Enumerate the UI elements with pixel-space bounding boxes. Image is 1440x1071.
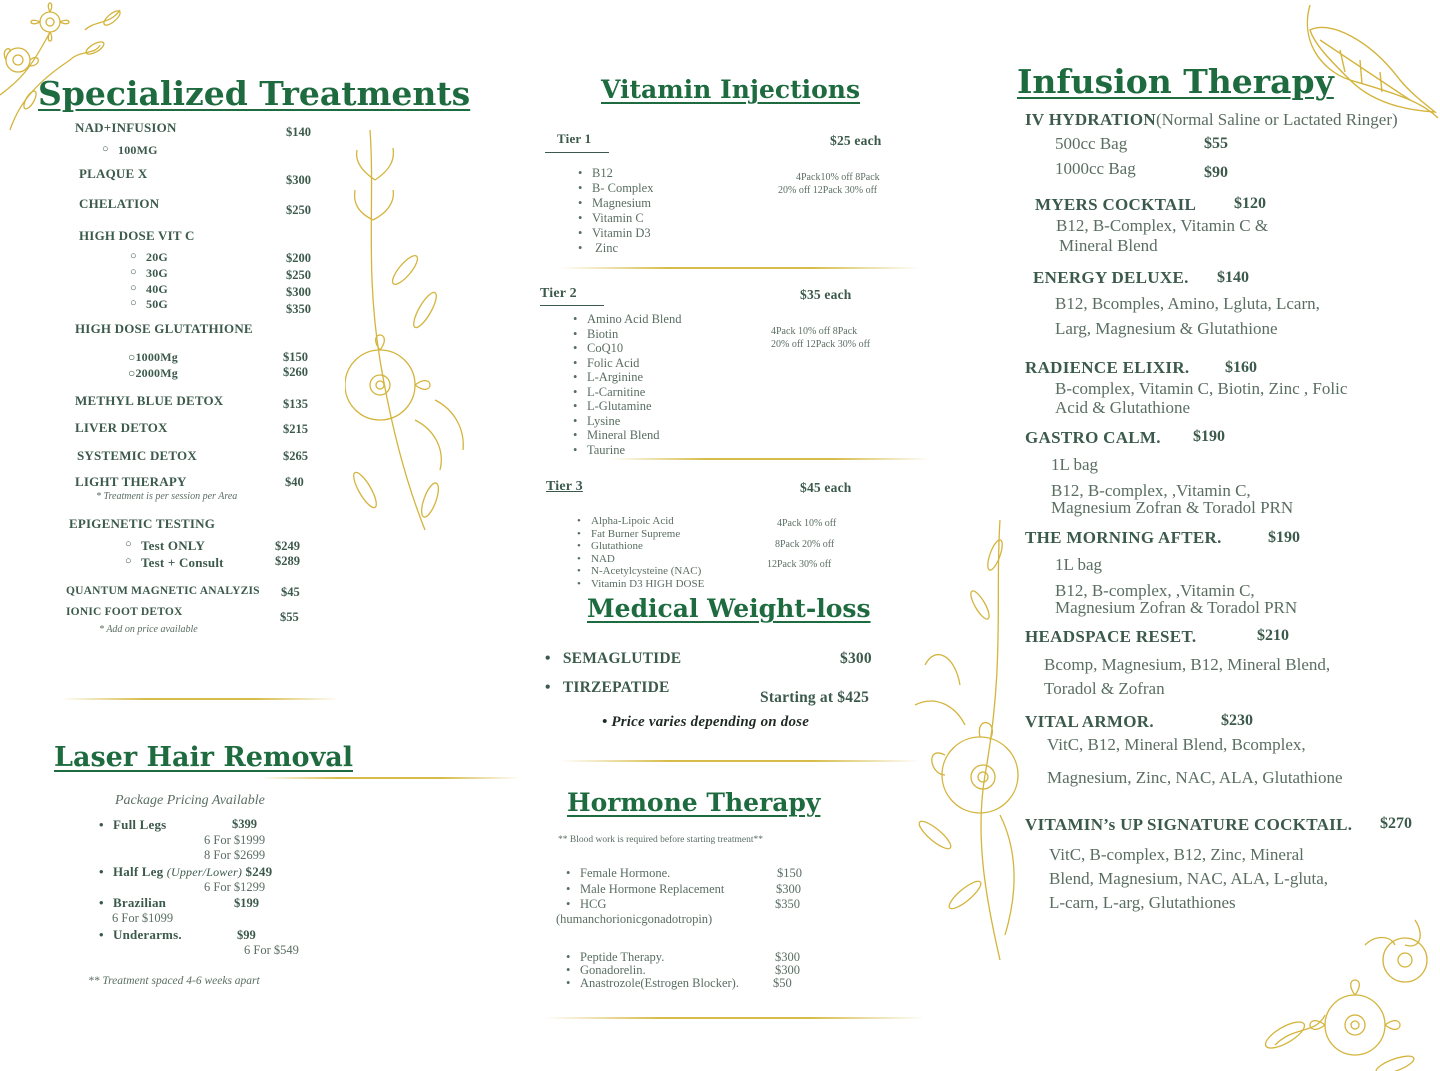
divider-mid-3 xyxy=(560,760,920,762)
hormone-item-male: • Male Hormone Replacement xyxy=(580,882,724,897)
hormone-item-peptide: • Peptide Therapy. xyxy=(580,950,664,965)
laser-title: Laser Hair Removal xyxy=(54,742,354,773)
tier1-pack2: 20% off 12Pack 30% off xyxy=(778,185,878,196)
gastro-line2: Magnesium Zofran & Toradol PRN xyxy=(1051,498,1294,517)
vitc-20g: ○ 20G xyxy=(146,250,168,265)
laser-half-leg-label: Half Leg xyxy=(113,864,164,879)
divider-mid-4 xyxy=(545,1017,925,1019)
tier3-item: • Alpha-Lipoic Acid xyxy=(591,515,704,528)
hormone-item-peptide-price: $300 xyxy=(775,950,800,964)
systemic-label: SYSTEMIC DETOX xyxy=(77,448,197,463)
divider-left-2 xyxy=(260,777,520,779)
iv-bag2-price: $90 xyxy=(1204,164,1228,181)
hormone-item-anastrozole: • Anastrozole(Estrogen Blocker). xyxy=(580,976,739,991)
tier3-item: • Vitamin D3 HIGH DOSE xyxy=(591,578,704,591)
vitamin-title: Vitamin Injections xyxy=(601,75,861,104)
morning-line2: Magnesium Zofran & Toradol PRN xyxy=(1055,598,1298,617)
hormone-item-male-price: $300 xyxy=(776,882,801,896)
light-label: LIGHT THERAPY xyxy=(75,474,187,489)
laser-full-legs-price: $399 xyxy=(232,817,257,831)
vital-price: $230 xyxy=(1221,712,1253,729)
tier1-item: • Zinc xyxy=(592,241,653,256)
ionic-label: IONIC FOOT DETOX xyxy=(66,606,183,618)
signature-price: $270 xyxy=(1380,815,1412,832)
hormone-item-gonadorelin: • Gonadorelin. xyxy=(580,963,646,978)
weight-sema: • SEMAGLUTIDE xyxy=(545,650,682,667)
vitc-label: HIGH DOSE VIT C xyxy=(79,228,195,243)
ionic-price: $55 xyxy=(280,610,299,624)
morning-label: THE MORNING AFTER. xyxy=(1025,528,1222,547)
epi-test-consult-price: $289 xyxy=(275,554,300,568)
systemic-price: $265 xyxy=(283,449,308,463)
signature-label: VITAMIN’s UP SIGNATURE COCKTAIL. xyxy=(1025,815,1353,834)
tier1-underline xyxy=(545,152,609,153)
tier3-item: • Fat Burner Supreme xyxy=(591,528,704,541)
tier1-item: • Vitamin C xyxy=(592,211,653,226)
tier1-label: Tier 1 xyxy=(557,131,592,146)
divider-left-1 xyxy=(60,698,340,700)
signature-line3: L-carn, L-arg, Glutathiones xyxy=(1049,893,1236,912)
iv-label: IV HYDRATION xyxy=(1025,110,1156,129)
vital-line2: Magnesium, Zinc, NAC, ALA, Glutathione xyxy=(1047,768,1343,787)
hormone-note: ** Blood work is required before starting treatment** xyxy=(558,835,763,845)
weight-tirz: • TIRZEPATIDE xyxy=(545,679,670,696)
tier2-item: • L-Arginine xyxy=(587,370,681,385)
specialized-title: Specialized Treatments xyxy=(38,74,471,113)
glut-1000-dose: 1000Mg xyxy=(135,350,178,364)
tier1-pack1: 4Pack10% off 8Pack xyxy=(796,172,880,183)
tier2-item: • L-Carnitine xyxy=(587,385,681,400)
plaque-label: PLAQUE X xyxy=(79,166,148,181)
weight-tirz-price: Starting at $425 xyxy=(760,689,870,706)
gastro-label: GASTRO CALM. xyxy=(1025,428,1161,447)
chelation-label: CHELATION xyxy=(79,196,160,211)
laser-brazilian: • Brazilian xyxy=(113,895,166,911)
tier1-item: • Vitamin D3 xyxy=(592,226,653,241)
laser-note: ** Treatment spaced 4-6 weeks apart xyxy=(88,975,260,987)
gastro-price: $190 xyxy=(1193,428,1225,445)
tier1-list xyxy=(592,166,653,256)
vitc-40g: ○ 40G xyxy=(146,282,168,297)
iv-bag1: 500cc Bag xyxy=(1055,134,1128,153)
signature-line2: Blend, Magnesium, NAC, ALA, L-gluta, xyxy=(1049,869,1329,888)
quantum-price: $45 xyxy=(281,585,300,599)
morning-line1: B12, B-complex, ,Vitamin C, xyxy=(1055,581,1255,600)
headspace-line1: Bcomp, Magnesium, B12, Mineral Blend, xyxy=(1044,655,1331,674)
headspace-line2: Toradol & Zofran xyxy=(1044,679,1165,698)
morning-bag: 1L bag xyxy=(1055,555,1103,574)
tier2-item: • Lysine xyxy=(587,414,681,429)
nad-label: NAD+INFUSION xyxy=(75,120,177,135)
tier3-pack1: 4Pack 10% off xyxy=(777,518,837,529)
glut-2000-dose: 2000Mg xyxy=(135,366,178,380)
light-note: * Treatment is per session per Area xyxy=(96,491,238,502)
glut-2000: ○2000Mg xyxy=(128,366,178,380)
glut-2000-price: $260 xyxy=(283,365,308,379)
hormone-title: Hormone Therapy xyxy=(567,788,821,817)
tier3-pack2: 8Pack 20% off xyxy=(775,539,835,550)
hormone-hcg-full: (humanchorionicgonadotropin) xyxy=(556,912,713,926)
weight-sema-price: $300 xyxy=(840,650,872,667)
laser-full-legs-pk2: 8 For $2699 xyxy=(204,848,266,862)
vitc-20g-price: $200 xyxy=(286,251,311,265)
myers-price: $120 xyxy=(1234,195,1266,212)
floral-corner-bottom-right-icon xyxy=(1245,915,1440,1071)
weight-sema-label: SEMAGLUTIDE xyxy=(562,650,682,667)
glut-label: HIGH DOSE GLUTATHIONE xyxy=(75,321,253,336)
ionic-note: * Add on price available xyxy=(99,624,198,635)
methyl-label: METHYL BLUE DETOX xyxy=(75,393,224,408)
nad-sub: ○ 100MG xyxy=(118,143,158,158)
vitc-40g-price: $300 xyxy=(286,285,311,299)
gastro-line1: B12, B-complex, ,Vitamin C, xyxy=(1051,481,1251,500)
tier3-item: • NAD xyxy=(591,553,704,566)
laser-full-legs: • Full Legs xyxy=(113,817,166,833)
myers-line2: Mineral Blend xyxy=(1059,236,1158,255)
hormone-item-gonadorelin-price: $300 xyxy=(775,963,800,977)
tier2-underline xyxy=(540,305,604,306)
tier2-item: • Amino Acid Blend xyxy=(587,312,681,327)
myers-line1: B12, B-Complex, Vitamin C & xyxy=(1056,216,1269,235)
epi-label: EPIGENETIC TESTING xyxy=(69,516,216,531)
weight-note-text: Price varies depending on dose xyxy=(611,714,810,730)
plaque-price: $300 xyxy=(286,173,311,187)
tier3-pack3: 12Pack 30% off xyxy=(767,559,832,570)
chelation-price: $250 xyxy=(286,203,311,217)
tier3-list xyxy=(591,515,704,591)
tier2-price: $35 each xyxy=(800,287,852,302)
weight-tirz-label: TIRZEPATIDE xyxy=(562,679,670,696)
iv-hydration xyxy=(1025,110,1398,130)
vitc-50g: ○ 50G xyxy=(146,297,168,312)
weight-note: • Price varies depending on dose xyxy=(602,714,810,730)
tier3-price: $45 each xyxy=(800,480,852,495)
tier2-label: Tier 2 xyxy=(540,286,577,301)
laser-half-leg-pk1: 6 For $1299 xyxy=(204,880,266,894)
gastro-bag: 1L bag xyxy=(1051,455,1099,474)
headspace-price: $210 xyxy=(1257,627,1289,644)
liver-price: $215 xyxy=(283,422,308,436)
energy-label: ENERGY DELUXE. xyxy=(1033,268,1189,287)
laser-subtitle: Package Pricing Available xyxy=(115,793,265,808)
vitc-50g-price: $350 xyxy=(286,302,311,316)
nad-price: $140 xyxy=(286,125,311,139)
tier2-pack1: 4Pack 10% off 8Pack xyxy=(771,326,858,337)
morning-price: $190 xyxy=(1268,529,1300,546)
liver-label: LIVER DETOX xyxy=(75,420,168,435)
epi-test-only: ○ Test ONLY xyxy=(141,538,205,554)
iv-bag2: 1000cc Bag xyxy=(1055,159,1136,178)
weight-title: Medical Weight-loss xyxy=(587,594,871,623)
vital-label: VITAL ARMOR. xyxy=(1025,712,1154,731)
tier2-item: • Mineral Blend xyxy=(587,428,681,443)
hormone-item-hcg: • HCG xyxy=(580,897,606,912)
radience-label: RADIENCE ELIXIR. xyxy=(1025,358,1190,377)
divider-mid-1 xyxy=(560,267,920,269)
radience-price: $160 xyxy=(1225,359,1257,376)
methyl-price: $135 xyxy=(283,397,308,411)
hormone-item-female: • Female Hormone. xyxy=(580,866,670,881)
vital-line1: VitC, B12, Mineral Blend, Bcomplex, xyxy=(1047,735,1306,754)
quantum-label: QUANTUM MAGNETIC ANALYZIS xyxy=(66,585,260,597)
tier2-list xyxy=(587,312,681,457)
tier2-item: • Biotin xyxy=(587,327,681,342)
hormone-item-anastrozole-price: $50 xyxy=(773,976,792,990)
energy-price: $140 xyxy=(1217,269,1249,286)
hormone-item-female-price: $150 xyxy=(777,866,802,880)
tier2-item: • CoQ10 xyxy=(587,341,681,356)
iv-bag1-price: $55 xyxy=(1204,135,1228,152)
laser-brazilian-price: $199 xyxy=(234,896,259,910)
light-price: $40 xyxy=(285,475,304,489)
headspace-label: HEADSPACE RESET. xyxy=(1025,627,1197,646)
epi-test-consult: ○ Test + Consult xyxy=(141,555,224,571)
laser-underarms-pk1: 6 For $549 xyxy=(244,943,299,957)
laser-underarms-price: $99 xyxy=(237,928,256,942)
laser-half-leg xyxy=(113,864,272,880)
glut-1000-price: $150 xyxy=(283,350,308,364)
floral-vine-center-left-icon xyxy=(345,120,475,540)
tier3-item: • N-Acetylcysteine (NAC) xyxy=(591,565,704,578)
tier2-item: • L-Glutamine xyxy=(587,399,681,414)
tier1-item: • B- Complex xyxy=(592,181,653,196)
signature-line1: VitC, B-complex, B12, Zinc, Mineral xyxy=(1049,845,1304,864)
infusion-title: Infusion Therapy xyxy=(1017,62,1334,101)
tier1-price: $25 each xyxy=(830,133,882,148)
tier3-item: • Glutathione xyxy=(591,540,704,553)
tier2-pack2: 20% off 12Pack 30% off xyxy=(771,339,871,350)
glut-1000: ○1000Mg xyxy=(128,350,178,364)
laser-full-legs-pk1: 6 For $1999 xyxy=(204,833,266,847)
divider-mid-2 xyxy=(610,458,930,460)
laser-underarms: • Underarms. xyxy=(113,927,182,943)
tier1-item: • B12 xyxy=(592,166,653,181)
epi-test-only-price: $249 xyxy=(275,539,300,553)
energy-line1: B12, Bcomples, Amino, Lgluta, Lcarn, xyxy=(1055,294,1320,313)
laser-half-leg-price: $249 xyxy=(245,864,273,879)
hormone-item-hcg-price: $350 xyxy=(775,897,800,911)
tier1-item: • Magnesium xyxy=(592,196,653,211)
vitc-30g: ○ 30G xyxy=(146,266,168,281)
myers-label: MYERS COCKTAIL xyxy=(1035,195,1197,214)
energy-line2: Larg, Magnesium & Glutathione xyxy=(1055,319,1278,338)
laser-half-leg-qual: (Upper/Lower) xyxy=(166,865,243,879)
laser-brazilian-pk1: 6 For $1099 xyxy=(112,911,174,925)
tier2-item: • Folic Acid xyxy=(587,356,681,371)
iv-desc: (Normal Saline or Lactated Ringer) xyxy=(1155,110,1398,129)
floral-vine-right-middle-icon xyxy=(905,515,1025,965)
radience-line1: B-complex, Vitamin C, Biotin, Zinc , Folic xyxy=(1055,379,1348,398)
vitc-30g-price: $250 xyxy=(286,268,311,282)
tier2-item: • Taurine xyxy=(587,443,681,458)
floral-corner-top-left-icon xyxy=(0,0,140,140)
tier3-label: Tier 3 xyxy=(546,479,583,494)
radience-line2: Acid & Glutathione xyxy=(1055,398,1191,417)
